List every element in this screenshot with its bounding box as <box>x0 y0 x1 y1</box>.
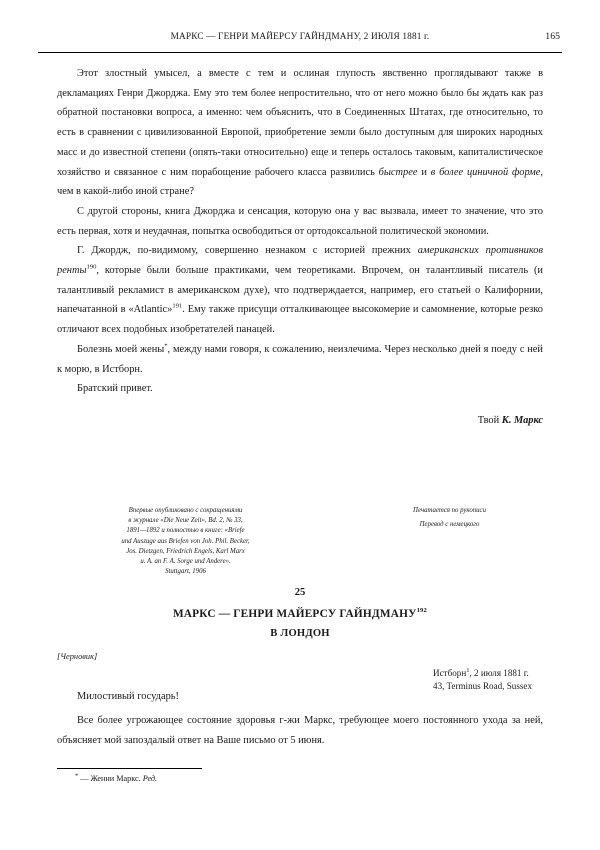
text-run: Братский привет. <box>77 383 153 395</box>
paragraph <box>57 202 543 241</box>
letter-recipient-place: В ЛОНДОН <box>270 628 330 639</box>
publication-note-line: Печатается по рукописи <box>413 507 486 514</box>
footnote-ref: 191 <box>172 302 183 310</box>
dateline-city-footnote-ref: 1 <box>466 666 470 674</box>
footnote-editor-label: Ред. <box>142 774 158 783</box>
dateline-address: 43, Terminus Road, Sussex <box>433 680 532 691</box>
dateline-date: , 2 июля 1881 г. <box>469 668 529 678</box>
text-run: , которые были больше практиками, чем теоретиками. Впрочем, он талантливый писатель (и талантливый рекламист в американском духе), что подтверждается, например, его статьей о Калифорнии, напечатанной в «Atlantic» <box>57 265 543 316</box>
page-number: 165 <box>545 31 560 42</box>
text-run: Все более угрожающее состояние здоровья г-жи Маркс, требующее моего постоянного ухода за ней, объясняет мой запоздалый ответ на Ваше письмо от 5 июня. <box>57 715 543 746</box>
letter-two-body <box>57 711 543 750</box>
text-run: , чем в какой-либо иной стране? <box>57 166 543 198</box>
paragraph <box>57 711 543 750</box>
footnote <box>57 773 527 785</box>
footnote-ref: 190 <box>86 263 97 271</box>
emphasis-text: в более циничной форме <box>430 166 541 178</box>
text-run: Этот злостный умысел, а вместе с тем и ослиная глупость явственно проглядывают также в декламациях Генри Джорджа. Ему это тем более непростительно, что от него можно было бы ждать как раз обратной постановки вопроса, а именно: чем объяснить, что в Соединенных Штатах, где относительно, то есть в сравнении с цивилизованной Европой, приобретение земли было доступным для широких народных масс и до известной степени (опять-таки относительно) еще и теперь осталось таковым, капиталистическое хозяйство и связанное с ним порабощение рабочего класса развились <box>57 68 543 178</box>
draft-mark: [Черновик] <box>57 652 98 661</box>
text-run: . Ему также присущи отталкивающее высокомерие и самомнение, которые резко отличают всех подобных изобретателей панацей. <box>57 304 543 336</box>
letter-title <box>0 603 600 625</box>
text-run: Г. Джордж, по-видимому, совершенно незнаком с историей прежних <box>77 245 418 257</box>
signature-line <box>57 399 543 431</box>
text-run: и <box>417 166 431 178</box>
footnote-ref: * <box>164 342 168 350</box>
publication-note-line: 1891—1892 и полностью в книге: «Briefe <box>126 527 245 535</box>
dateline-city: Истборн <box>433 668 467 678</box>
running-head <box>38 30 562 53</box>
letter-title-footnote-ref: 192 <box>416 607 428 615</box>
publication-note-line: Stuttgart, 1906 <box>165 568 206 576</box>
publication-notes <box>57 506 543 577</box>
text-run: , между нами говоря, к сожалению, неизлечима. Через несколько дней я поеду с ней к морю, в Истборн. <box>57 343 543 375</box>
publication-note-line: Перевод с немецкого <box>419 521 480 529</box>
signature-prefix: Твой <box>477 414 502 426</box>
publication-note-line: u. A. an F. A. Sorge und Andere». <box>140 558 231 566</box>
paragraph <box>57 64 543 202</box>
letter-one-body <box>57 64 543 431</box>
publication-note-line: в журнале «Die Neue Zeit», Bd. 2, № 33, <box>128 517 243 525</box>
publication-note-line: Впервые опубликовано с сокращениями <box>128 507 243 514</box>
footnote-separator <box>57 768 202 769</box>
publication-note-right <box>362 506 537 534</box>
text-run: С другой стороны, книга Джорджа и сенсация, которую она у вас вызвала, имеет то значение, что это есть первая, хотя и неудачная, попытка освободиться от ортодоксальной политической экономии. <box>57 205 543 237</box>
paragraph <box>57 379 543 399</box>
footnote-marker: * <box>75 772 79 780</box>
publication-note-line: Jos. Dietzgen, Friedrich Engels, Karl Marx <box>126 547 245 555</box>
paragraph <box>57 340 543 379</box>
salutation: Милостивый государь! <box>77 691 179 702</box>
publication-note-left <box>63 506 308 577</box>
text-run: Болезнь моей жены <box>77 343 165 355</box>
letter-two-heading <box>0 584 600 643</box>
letter-number: 25 <box>294 587 306 598</box>
paragraph <box>57 241 543 340</box>
dateline-city-date <box>433 667 532 680</box>
letter-title-text: МАРКС — ГЕНРИ МАЙЕРСУ ГАЙНДМАНУ <box>172 608 417 620</box>
publication-note-line: und Auszuge aus Briefen von Joh. Phil. Becker, <box>121 537 250 545</box>
running-head-title: МАРКС — ГЕНРИ МАЙЕРСУ ГАЙНДМАНУ, 2 ИЮЛЯ 1881 г. <box>170 32 430 42</box>
emphasis-text: быстрее <box>378 166 418 178</box>
footnote-body: — Женни Маркс. <box>78 774 143 783</box>
footnote-area <box>57 768 527 785</box>
emphasis-text: американских противников ренты <box>57 245 543 277</box>
signature-name: К. Маркс <box>501 414 543 426</box>
